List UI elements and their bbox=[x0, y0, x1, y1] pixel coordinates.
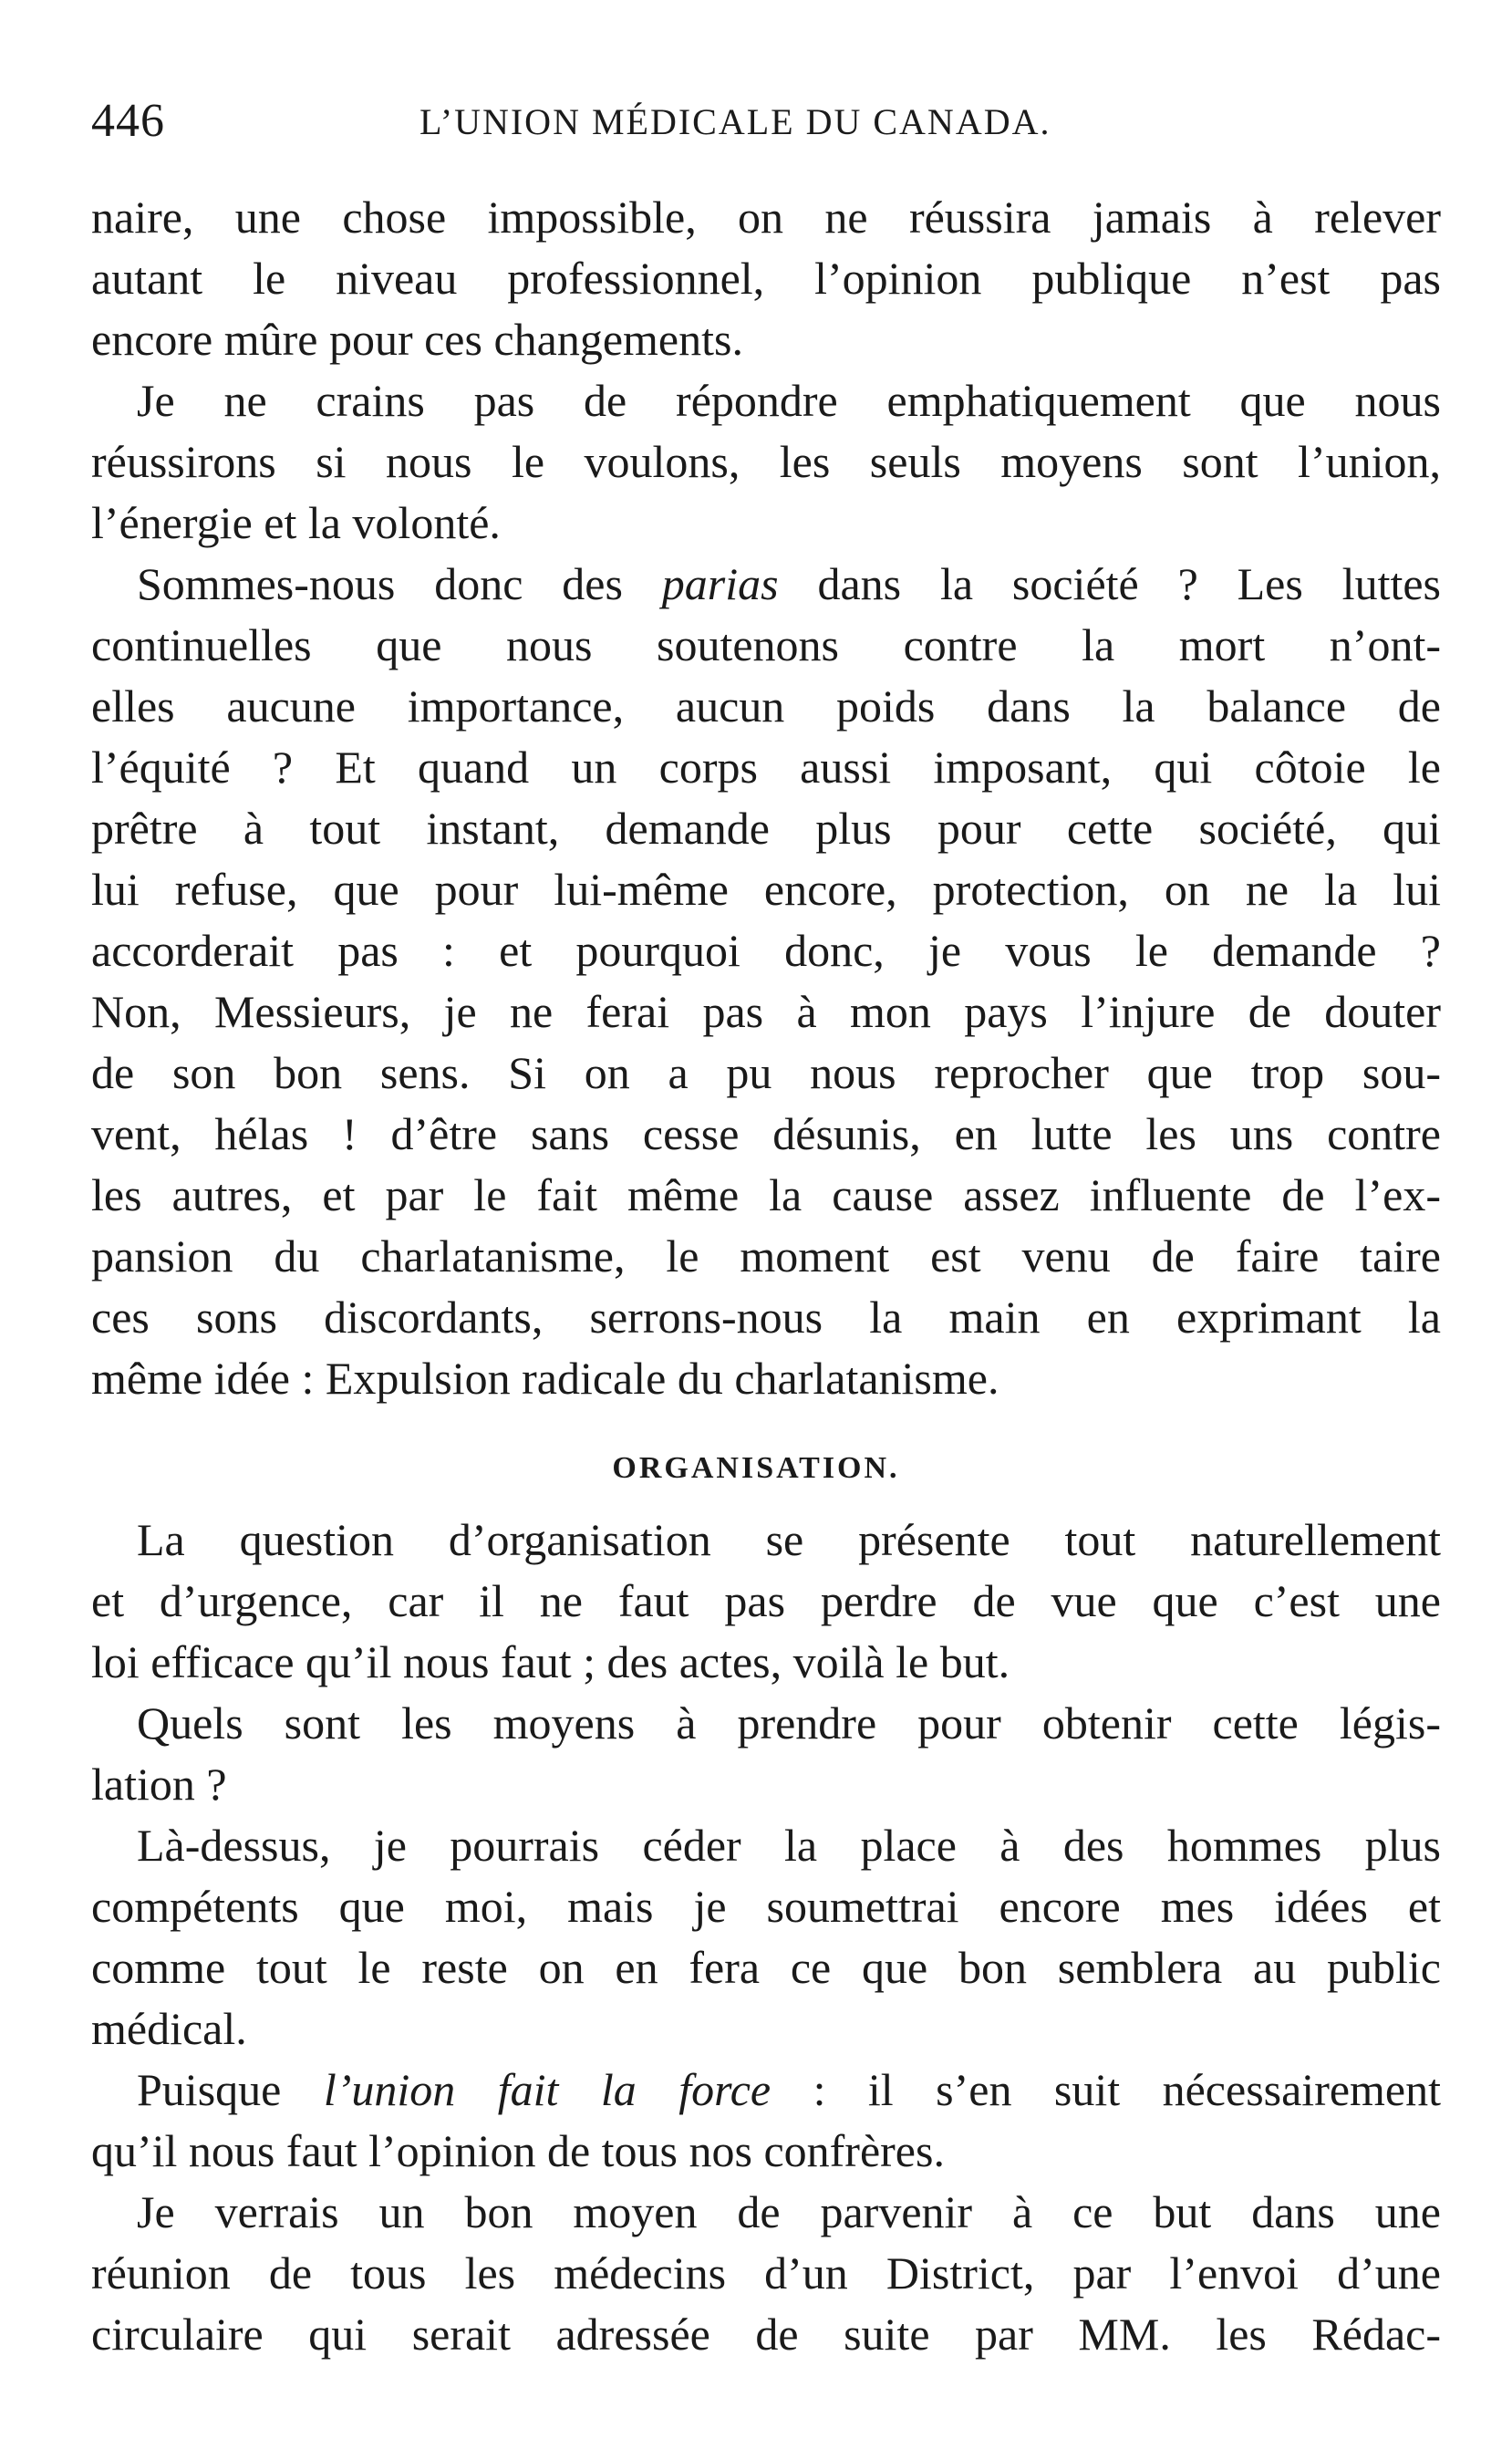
text-line: accorderait pas : et pourquoi donc, je vous le demande ? bbox=[91, 925, 1441, 976]
text-line: loi efficace qu’il nous faut ; des actes, voilà le but. bbox=[91, 1636, 1010, 1687]
text-line: lui refuse, que pour lui-même encore, protection, on ne la lui bbox=[91, 864, 1441, 915]
text-line: lation ? bbox=[91, 1759, 227, 1810]
text-line bbox=[91, 2060, 1441, 2121]
text-line: comme tout le reste on en fera ce que bon semblera au public bbox=[91, 1942, 1441, 1993]
section-one-text bbox=[91, 187, 1441, 1409]
text-line: et d’urgence, car il ne faut pas perdre de vue que c’est une bbox=[91, 1575, 1441, 1626]
text-line: elles aucune importance, aucun poids dans la balance de bbox=[91, 680, 1441, 732]
text-line: Je verrais un bon moyen de parvenir à ce but dans une bbox=[137, 2186, 1441, 2237]
text-line: l’énergie et la volonté. bbox=[91, 497, 501, 548]
text-fragment: : il s’en suit nécessairement bbox=[813, 2064, 1441, 2115]
text-line: encore mûre pour ces changements. bbox=[91, 314, 743, 365]
text-line: continuelles que nous soutenons contre la mort n’ont- bbox=[91, 619, 1441, 670]
text-line: réussirons si nous le voulons, les seuls moyens sont l’union, bbox=[91, 436, 1441, 487]
text-line: médical. bbox=[91, 2003, 247, 2054]
text-line: de son bon sens. Si on a pu nous reprocher que trop sou- bbox=[91, 1047, 1441, 1098]
text-fragment: dans la société ? Les luttes bbox=[817, 558, 1441, 609]
text-line: La question d’organisation se présente tout naturellement bbox=[137, 1514, 1441, 1565]
text-line: circulaire qui serait adressée de suite par MM. les Rédac- bbox=[91, 2309, 1441, 2360]
italic-phrase: l’union fait la force bbox=[323, 2064, 772, 2115]
text-line: l’équité ? Et quand un corps aussi imposant, qui côtoie le bbox=[91, 742, 1441, 793]
text-line: Non, Messieurs, je ne ferai pas à mon pays l’injure de douter bbox=[91, 986, 1441, 1037]
text-line: qu’il nous faut l’opinion de tous nos confrères. bbox=[91, 2125, 945, 2176]
text-line: compétents que moi, mais je soumettrai encore mes idées et bbox=[91, 1881, 1441, 1932]
text-line: même idée : Expulsion radicale du charlatanisme. bbox=[91, 1353, 999, 1404]
text-fragment: Sommes-nous donc des bbox=[137, 558, 623, 609]
italic-term: parias bbox=[661, 558, 779, 609]
text-line: Là-dessus, je pourrais céder la place à des hommes plus bbox=[137, 1820, 1441, 1871]
text-line: Je ne crains pas de répondre emphatiquement que nous bbox=[137, 375, 1441, 426]
section-heading: ORGANISATION. bbox=[612, 1451, 900, 1485]
text-line: autant le niveau professionnel, l’opinion publique n’est pas bbox=[91, 253, 1441, 304]
page-header bbox=[91, 89, 1441, 153]
text-line: naire, une chose impossible, on ne réussira jamais à relever bbox=[91, 192, 1441, 243]
text-fragment: Puisque bbox=[137, 2064, 282, 2115]
text-line: pansion du charlatanisme, le moment est venu de faire taire bbox=[91, 1230, 1441, 1282]
text-line: ces sons discordants, serrons-nous la main en exprimant la bbox=[91, 1292, 1441, 1343]
text-line: prêtre à tout instant, demande plus pour cette société, qui bbox=[91, 803, 1441, 854]
text-line: Quels sont les moyens à prendre pour obtenir cette légis- bbox=[137, 1697, 1441, 1749]
section-two-text bbox=[91, 1510, 1441, 2365]
text-line: réunion de tous les médecins d’un District, par l’envoi d’une bbox=[91, 2247, 1441, 2299]
page-number: 446 bbox=[91, 95, 165, 147]
running-head: L’UNION MÉDICALE DU CANADA. bbox=[419, 101, 1051, 142]
text-line: vent, hélas ! d’être sans cesse désunis, en lutte les uns contre bbox=[91, 1108, 1441, 1159]
text-line bbox=[91, 554, 1441, 615]
text-line: les autres, et par le fait même la cause assez influente de l’ex- bbox=[91, 1169, 1441, 1220]
